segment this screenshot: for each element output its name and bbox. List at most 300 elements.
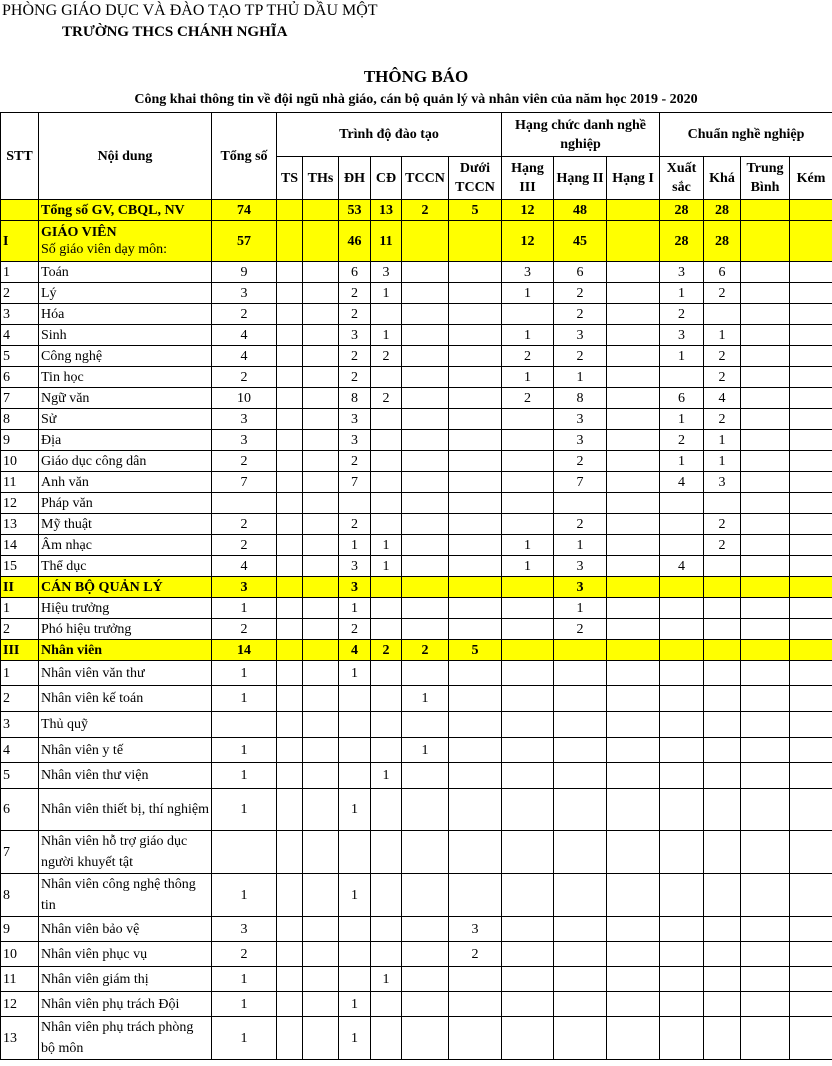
row-stt: 1 [1, 262, 39, 283]
cell-total: 1 [212, 992, 277, 1017]
cell-tccn [402, 942, 449, 967]
cell-kha: 4 [704, 388, 741, 409]
row-name: Nhân viên [39, 640, 212, 661]
cell-duoi [449, 514, 502, 535]
row-name: Ngữ văn [39, 388, 212, 409]
cell-h1 [607, 712, 660, 738]
cell-kha [704, 917, 741, 942]
cell-dh: 1 [339, 598, 371, 619]
cell-tb [741, 221, 790, 262]
cell-tb [741, 472, 790, 493]
cell-h1 [607, 992, 660, 1017]
cell-ths [303, 619, 339, 640]
cell-h3 [502, 598, 554, 619]
cell-xs: 6 [660, 388, 704, 409]
cell-dh: 2 [339, 346, 371, 367]
cell-h2: 2 [554, 619, 607, 640]
row-name: Nhân viên công nghệ thông tin [39, 874, 212, 917]
cell-dh: 53 [339, 200, 371, 221]
cell-h2 [554, 917, 607, 942]
cell-h1 [607, 556, 660, 577]
organization-name: PHÒNG GIÁO DỤC VÀ ĐÀO TẠO TP THỦ DẦU MỘT [2, 2, 378, 19]
row-stt: 5 [1, 763, 39, 789]
cell-h3 [502, 493, 554, 514]
cell-h1 [607, 430, 660, 451]
cell-tb [741, 738, 790, 763]
cell-dh [339, 738, 371, 763]
cell-tb [741, 346, 790, 367]
cell-kem [790, 556, 832, 577]
cell-h3 [502, 514, 554, 535]
cell-h3 [502, 472, 554, 493]
cell-kha [704, 686, 741, 712]
cell-kha: 2 [704, 514, 741, 535]
cell-h1 [607, 325, 660, 346]
row-name: Nhân viên y tế [39, 738, 212, 763]
cell-dh: 3 [339, 409, 371, 430]
cell-h1 [607, 967, 660, 992]
cell-kha [704, 992, 741, 1017]
cell-total: 1 [212, 738, 277, 763]
cell-kha [704, 738, 741, 763]
cell-ts [277, 430, 303, 451]
cell-tb [741, 409, 790, 430]
cell-cd [371, 577, 402, 598]
cell-ts [277, 535, 303, 556]
cell-ths [303, 493, 339, 514]
cell-tccn [402, 409, 449, 430]
cell-h1 [607, 200, 660, 221]
cell-cd: 1 [371, 967, 402, 992]
cell-total: 1 [212, 1017, 277, 1060]
cell-tb [741, 598, 790, 619]
cell-ts [277, 367, 303, 388]
cell-h1 [607, 1017, 660, 1060]
cell-total: 4 [212, 346, 277, 367]
cell-dh: 2 [339, 514, 371, 535]
cell-duoi [449, 1017, 502, 1060]
cell-ts [277, 686, 303, 712]
cell-h1 [607, 686, 660, 712]
row-stt: 4 [1, 325, 39, 346]
cell-kem [790, 738, 832, 763]
cell-h2 [554, 686, 607, 712]
table-row [1, 367, 832, 388]
cell-tccn [402, 874, 449, 917]
cell-tb [741, 514, 790, 535]
cell-h2: 1 [554, 598, 607, 619]
cell-kha: 28 [704, 221, 741, 262]
cell-dh: 3 [339, 430, 371, 451]
cell-ts [277, 598, 303, 619]
cell-dh [339, 686, 371, 712]
cell-duoi [449, 409, 502, 430]
row-name: Thủ quỹ [39, 712, 212, 738]
table-row [1, 535, 832, 556]
cell-cd [371, 917, 402, 942]
cell-h2: 3 [554, 325, 607, 346]
cell-ths [303, 409, 339, 430]
cell-xs: 1 [660, 283, 704, 304]
cell-duoi [449, 388, 502, 409]
cell-tb [741, 577, 790, 598]
cell-xs [660, 1017, 704, 1060]
row-stt: 3 [1, 712, 39, 738]
cell-ts [277, 874, 303, 917]
row-name: Công nghệ [39, 346, 212, 367]
cell-xs: 28 [660, 200, 704, 221]
row-stt: 8 [1, 409, 39, 430]
cell-tb [741, 686, 790, 712]
cell-h1 [607, 874, 660, 917]
cell-duoi: 2 [449, 942, 502, 967]
cell-kem [790, 535, 832, 556]
cell-h3 [502, 686, 554, 712]
cell-cd [371, 738, 402, 763]
cell-total [212, 712, 277, 738]
cell-kha: 28 [704, 200, 741, 221]
cell-tb [741, 388, 790, 409]
cell-kem [790, 640, 832, 661]
cell-kem [790, 221, 832, 262]
cell-total: 3 [212, 430, 277, 451]
cell-kem [790, 686, 832, 712]
cell-tccn: 2 [402, 200, 449, 221]
cell-ths [303, 200, 339, 221]
cell-xs: 4 [660, 472, 704, 493]
row-name-main: GIÁO VIÊN [41, 225, 117, 240]
cell-ts [277, 917, 303, 942]
cell-tb [741, 283, 790, 304]
cell-total: 57 [212, 221, 277, 262]
cell-ths [303, 304, 339, 325]
cell-h2: 3 [554, 409, 607, 430]
cell-total: 1 [212, 967, 277, 992]
row-stt: 1 [1, 598, 39, 619]
row-name: Hiệu trưởng [39, 598, 212, 619]
row-stt: 12 [1, 992, 39, 1017]
cell-ts [277, 262, 303, 283]
row-name: Anh văn [39, 472, 212, 493]
cell-kha [704, 831, 741, 874]
cell-h1 [607, 942, 660, 967]
cell-h1 [607, 346, 660, 367]
cell-cd [371, 831, 402, 874]
cell-cd [371, 493, 402, 514]
cell-h1 [607, 472, 660, 493]
cell-cd [371, 874, 402, 917]
cell-duoi [449, 472, 502, 493]
header-rank-group: Hạng chức danh nghề nghiệp [502, 113, 660, 157]
cell-xs: 3 [660, 325, 704, 346]
row-stt: 7 [1, 831, 39, 874]
cell-dh: 2 [339, 619, 371, 640]
cell-duoi [449, 493, 502, 514]
table-row [1, 283, 832, 304]
cell-ths [303, 577, 339, 598]
cell-ths [303, 388, 339, 409]
cell-tb [741, 917, 790, 942]
cell-tccn [402, 304, 449, 325]
cell-duoi [449, 967, 502, 992]
cell-xs [660, 942, 704, 967]
cell-h3 [502, 874, 554, 917]
table-row [1, 992, 832, 1017]
cell-kem [790, 598, 832, 619]
cell-ts [277, 992, 303, 1017]
cell-h1 [607, 619, 660, 640]
header-kem: Kém [790, 157, 832, 200]
cell-kem [790, 430, 832, 451]
cell-dh: 46 [339, 221, 371, 262]
cell-tb [741, 200, 790, 221]
table-row [1, 763, 832, 789]
header-hang-1: Hạng I [607, 157, 660, 200]
row-name: Tin học [39, 367, 212, 388]
cell-dh: 1 [339, 874, 371, 917]
cell-h3: 3 [502, 262, 554, 283]
cell-kha: 6 [704, 262, 741, 283]
cell-xs [660, 874, 704, 917]
header-stt: STT [1, 113, 39, 200]
cell-h3 [502, 619, 554, 640]
cell-ths [303, 472, 339, 493]
cell-total: 2 [212, 367, 277, 388]
row-stt: 6 [1, 789, 39, 831]
cell-h1 [607, 367, 660, 388]
cell-kha [704, 598, 741, 619]
cell-duoi [449, 325, 502, 346]
cell-ts [277, 619, 303, 640]
row-name: Nhân viên phục vụ [39, 942, 212, 967]
cell-kem [790, 1017, 832, 1060]
cell-tb [741, 874, 790, 917]
header-kha: Khá [704, 157, 741, 200]
cell-tccn [402, 967, 449, 992]
cell-kem [790, 472, 832, 493]
cell-h1 [607, 789, 660, 831]
cell-tccn [402, 661, 449, 686]
cell-h2: 8 [554, 388, 607, 409]
cell-h3 [502, 712, 554, 738]
cell-tccn [402, 992, 449, 1017]
cell-cd [371, 942, 402, 967]
cell-h3 [502, 942, 554, 967]
header-trung-binh: Trung Bình [741, 157, 790, 200]
cell-kem [790, 283, 832, 304]
cell-tccn: 1 [402, 686, 449, 712]
cell-ths [303, 514, 339, 535]
row-name: Nhân viên thư viện [39, 763, 212, 789]
cell-cd [371, 304, 402, 325]
table-row [1, 346, 832, 367]
cell-ths [303, 1017, 339, 1060]
cell-h3: 1 [502, 535, 554, 556]
table-row [1, 712, 832, 738]
cell-ts [277, 577, 303, 598]
cell-total: 2 [212, 619, 277, 640]
cell-dh: 2 [339, 283, 371, 304]
cell-h3: 12 [502, 221, 554, 262]
cell-xs: 2 [660, 304, 704, 325]
cell-h2 [554, 967, 607, 992]
cell-kha: 2 [704, 409, 741, 430]
cell-tccn [402, 283, 449, 304]
cell-xs [660, 577, 704, 598]
table-row [1, 514, 832, 535]
cell-xs [660, 992, 704, 1017]
header-duoi-tccn: Dưới TCCN [449, 157, 502, 200]
cell-total [212, 831, 277, 874]
cell-h2: 2 [554, 346, 607, 367]
row-name: Địa [39, 430, 212, 451]
table-row [1, 1017, 832, 1060]
cell-ts [277, 763, 303, 789]
cell-duoi [449, 738, 502, 763]
cell-kem [790, 992, 832, 1017]
cell-kha [704, 789, 741, 831]
header-xuat-sac: Xuất sắc [660, 157, 704, 200]
cell-cd [371, 992, 402, 1017]
cell-h3 [502, 831, 554, 874]
cell-tb [741, 367, 790, 388]
cell-cd [371, 686, 402, 712]
cell-total: 4 [212, 556, 277, 577]
cell-duoi [449, 262, 502, 283]
cell-kha [704, 661, 741, 686]
cell-duoi [449, 304, 502, 325]
cell-tb [741, 262, 790, 283]
cell-xs: 1 [660, 409, 704, 430]
cell-xs [660, 917, 704, 942]
cell-h2: 1 [554, 535, 607, 556]
cell-ts [277, 409, 303, 430]
cell-tccn: 1 [402, 738, 449, 763]
cell-tccn [402, 917, 449, 942]
table-row [1, 917, 832, 942]
cell-ts [277, 942, 303, 967]
cell-tb [741, 712, 790, 738]
cell-duoi [449, 367, 502, 388]
cell-duoi [449, 686, 502, 712]
cell-dh: 3 [339, 556, 371, 577]
cell-xs [660, 598, 704, 619]
cell-h3: 2 [502, 388, 554, 409]
cell-h1 [607, 598, 660, 619]
cell-h1 [607, 514, 660, 535]
row-name: Hóa [39, 304, 212, 325]
row-name: Nhân viên thiết bị, thí nghiệm [39, 789, 212, 831]
cell-kem [790, 304, 832, 325]
cell-cd [371, 712, 402, 738]
cell-dh: 4 [339, 640, 371, 661]
cell-xs [660, 535, 704, 556]
cell-ts [277, 200, 303, 221]
row-stt: II [1, 577, 39, 598]
cell-tccn [402, 556, 449, 577]
cell-h3: 2 [502, 346, 554, 367]
cell-h1 [607, 409, 660, 430]
cell-kha [704, 967, 741, 992]
cell-h2: 2 [554, 514, 607, 535]
row-stt: 12 [1, 493, 39, 514]
cell-h2 [554, 493, 607, 514]
cell-h2 [554, 640, 607, 661]
cell-dh: 1 [339, 992, 371, 1017]
cell-dh: 2 [339, 304, 371, 325]
cell-ths [303, 661, 339, 686]
cell-kem [790, 325, 832, 346]
row-stt: 9 [1, 917, 39, 942]
cell-kha: 2 [704, 367, 741, 388]
cell-h2 [554, 738, 607, 763]
row-stt: 2 [1, 619, 39, 640]
cell-kha [704, 942, 741, 967]
table-row [1, 577, 832, 598]
cell-ths [303, 325, 339, 346]
cell-ths [303, 874, 339, 917]
cell-total: 1 [212, 661, 277, 686]
cell-tb [741, 661, 790, 686]
cell-h1 [607, 221, 660, 262]
cell-xs [660, 831, 704, 874]
cell-h1 [607, 831, 660, 874]
cell-h2: 3 [554, 556, 607, 577]
cell-dh [339, 493, 371, 514]
cell-h2: 45 [554, 221, 607, 262]
cell-ths [303, 967, 339, 992]
cell-dh [339, 967, 371, 992]
cell-xs [660, 514, 704, 535]
cell-kem [790, 712, 832, 738]
cell-h1 [607, 640, 660, 661]
cell-kha [704, 640, 741, 661]
cell-tb [741, 619, 790, 640]
cell-ths [303, 262, 339, 283]
row-stt: 11 [1, 472, 39, 493]
cell-total: 1 [212, 789, 277, 831]
cell-total: 3 [212, 917, 277, 942]
cell-ts [277, 514, 303, 535]
cell-tb [741, 967, 790, 992]
cell-ths [303, 430, 339, 451]
cell-dh: 2 [339, 451, 371, 472]
cell-duoi: 5 [449, 200, 502, 221]
cell-ths [303, 738, 339, 763]
cell-duoi [449, 577, 502, 598]
cell-tb [741, 556, 790, 577]
row-name: Toán [39, 262, 212, 283]
table-row [1, 304, 832, 325]
table-row [1, 493, 832, 514]
cell-cd: 1 [371, 283, 402, 304]
cell-total: 4 [212, 325, 277, 346]
row-name: Nhân viên hỗ trợ giáo dục người khuyết tật [39, 831, 212, 874]
header-training-group: Trình độ đào tạo [277, 113, 502, 157]
cell-h2 [554, 712, 607, 738]
cell-kha [704, 712, 741, 738]
cell-h2: 2 [554, 304, 607, 325]
cell-tb [741, 535, 790, 556]
cell-kha: 2 [704, 535, 741, 556]
cell-tccn: 2 [402, 640, 449, 661]
cell-h3: 12 [502, 200, 554, 221]
cell-h3: 1 [502, 367, 554, 388]
cell-xs [660, 640, 704, 661]
cell-kha [704, 619, 741, 640]
cell-cd: 2 [371, 640, 402, 661]
cell-ths [303, 283, 339, 304]
